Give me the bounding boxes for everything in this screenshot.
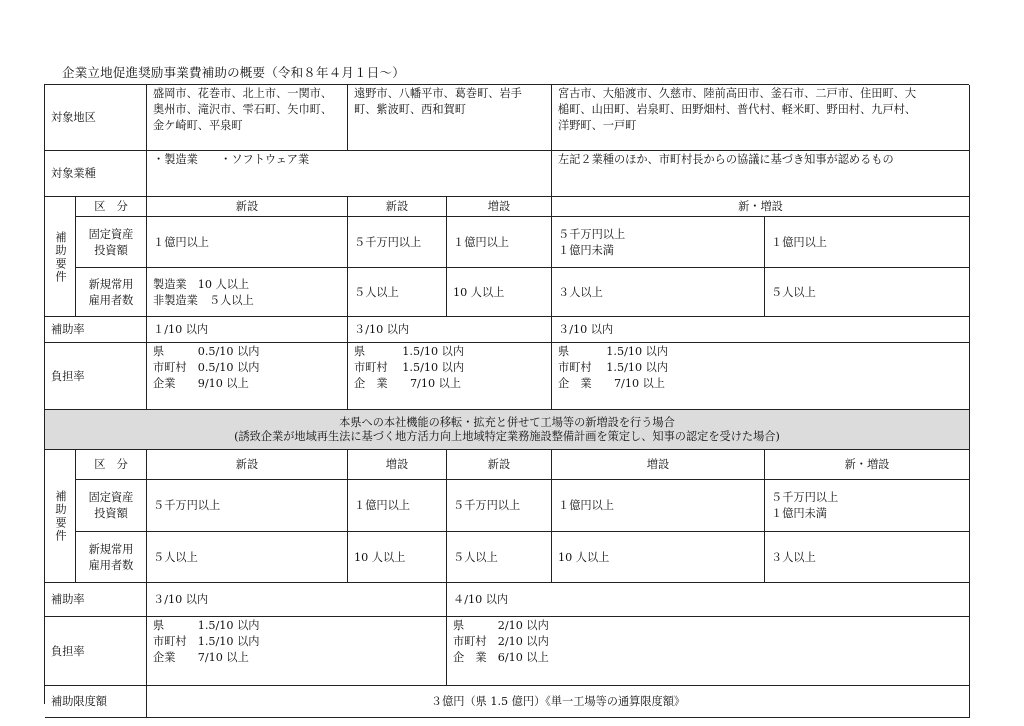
employees-g1: 製造業 10 人以上 非製造業 ５人以上 (147, 268, 348, 317)
rate-g3: ３/10 以内 (552, 317, 970, 343)
subsidy-table (44, 84, 969, 708)
area-group1: 盛岡市、花巻市、北上市、一関市、 奥州市、滝沢市、雫石町、矢巾町、 金ケ崎町、平泉町 (147, 85, 348, 151)
burden-g1: 県 0.5/10 以内 市町村 0.5/10 以内 企業 9/10 以上 (147, 343, 348, 410)
area-group3: 宮古市、大船渡市、久慈市、陸前高田市、釜石市、二戸市、住田町、大 槌町、山田町、岩泉町、田野畑村、普代村、軽米町、野田村、九戸村、 洋野町、一戸町 (552, 85, 970, 151)
category-new-expand-g3: 新・増設 (552, 197, 970, 217)
employees-g3-a: ３人以上 (552, 268, 765, 317)
fixed2-g1-expand: １億円以上 (348, 480, 447, 532)
fixed-asset-label-2: 固定資産 投資額 (76, 480, 147, 532)
employees-g3-b: ５人以上 (765, 268, 970, 317)
burden2-g2: 県 2/10 以内 市町村 2/10 以内 企 業 6/10 以上 (447, 617, 970, 686)
burden-g3: 県 1.5/10 以内 市町村 1.5/10 以内 企 業 7/10 以上 (552, 343, 970, 410)
category-new-g2: 新設 (348, 197, 447, 217)
employees-g2-expand: 10 人以上 (447, 268, 552, 317)
rate-label-1: 補助率 (45, 317, 147, 343)
requirements-label-1: 補助要件 (45, 197, 76, 317)
burden2-g1: 県 1.5/10 以内 市町村 1.5/10 以内 企業 7/10 以上 (147, 617, 447, 686)
category-new-g1: 新設 (147, 197, 348, 217)
fixed2-g3-a: ５千万円以上 １億円未満 (765, 480, 970, 532)
burden-label-2: 負担率 (45, 617, 147, 686)
fixed2-g2-expand: １億円以上 (552, 480, 765, 532)
fixed-asset-label-1: 固定資産 投資額 (76, 217, 147, 268)
fixed-asset-g3-b: １億円以上 (765, 217, 970, 268)
employees-g2-new: ５人以上 (348, 268, 447, 317)
fixed-asset-g3-a: ５千万円以上 １億円未満 (552, 217, 765, 268)
rate2-g1: ３/10 以内 (147, 583, 447, 617)
industry-label: 対象業種 (45, 151, 147, 197)
fixed-asset-g2-new: ５千万円以上 (348, 217, 447, 268)
area-label: 対象地区 (45, 85, 147, 151)
document-title: 企業立地促進奨励事業費補助の概要（令和８年４月１日～） (62, 65, 405, 80)
employees2-g1-expand: 10 人以上 (348, 532, 447, 583)
employees2-g2-new: ５人以上 (447, 532, 552, 583)
category-label-1: 区 分 (76, 197, 147, 217)
industry-other: 左記２業種のほか、市町村長からの協議に基づき知事が認めるもの (552, 151, 970, 197)
fixed2-g1-new: ５千万円以上 (147, 480, 348, 532)
burden-g2: 県 1.5/10 以内 市町村 1.5/10 以内 企 業 7/10 以上 (348, 343, 552, 410)
category2-g1-expand: 増設 (348, 450, 447, 480)
employees-label-1: 新規常用 雇用者数 (76, 268, 147, 317)
headquarters-band: 本県への本社機能の移転・拡充と併せて工場等の新増設を行う場合 (誘致企業が地域再生法に基づく地方活力向上地域特定業務施設整備計画を策定し、知事の認定を受けた場合) (45, 410, 970, 450)
fixed2-g2-new: ５千万円以上 (447, 480, 552, 532)
rate-label-2: 補助率 (45, 583, 147, 617)
employees2-g1-new: ５人以上 (147, 532, 348, 583)
burden-label-1: 負担率 (45, 343, 147, 410)
category2-g2-new: 新設 (447, 450, 552, 480)
employees2-g3-a: ３人以上 (765, 532, 970, 583)
rate-g1: １/10 以内 (147, 317, 348, 343)
limit-label: 補助限度額 (45, 686, 147, 718)
limit-value: ３億円（県 1.5 億円）《単一工場等の通算限度額》 (147, 686, 970, 718)
industry-main: ・製造業 ・ソフトウェア業 (147, 151, 552, 197)
rate2-g2: ４/10 以内 (447, 583, 970, 617)
area-group2: 遠野市、八幡平市、葛巻町、岩手 町、紫波町、西和賀町 (348, 85, 552, 151)
employees2-g2-expand: 10 人以上 (552, 532, 765, 583)
fixed-asset-g1: １億円以上 (147, 217, 348, 268)
requirements-label-2: 補助要件 (45, 450, 76, 583)
category2-g3: 新・増設 (765, 450, 970, 480)
category-expand-g2: 増設 (447, 197, 552, 217)
category2-g2-expand: 増設 (552, 450, 765, 480)
category2-g1-new: 新設 (147, 450, 348, 480)
fixed-asset-g2-expand: １億円以上 (447, 217, 552, 268)
employees-label-2: 新規常用 雇用者数 (76, 532, 147, 583)
category-label-2: 区 分 (76, 450, 147, 480)
rate-g2: ３/10 以内 (348, 317, 552, 343)
